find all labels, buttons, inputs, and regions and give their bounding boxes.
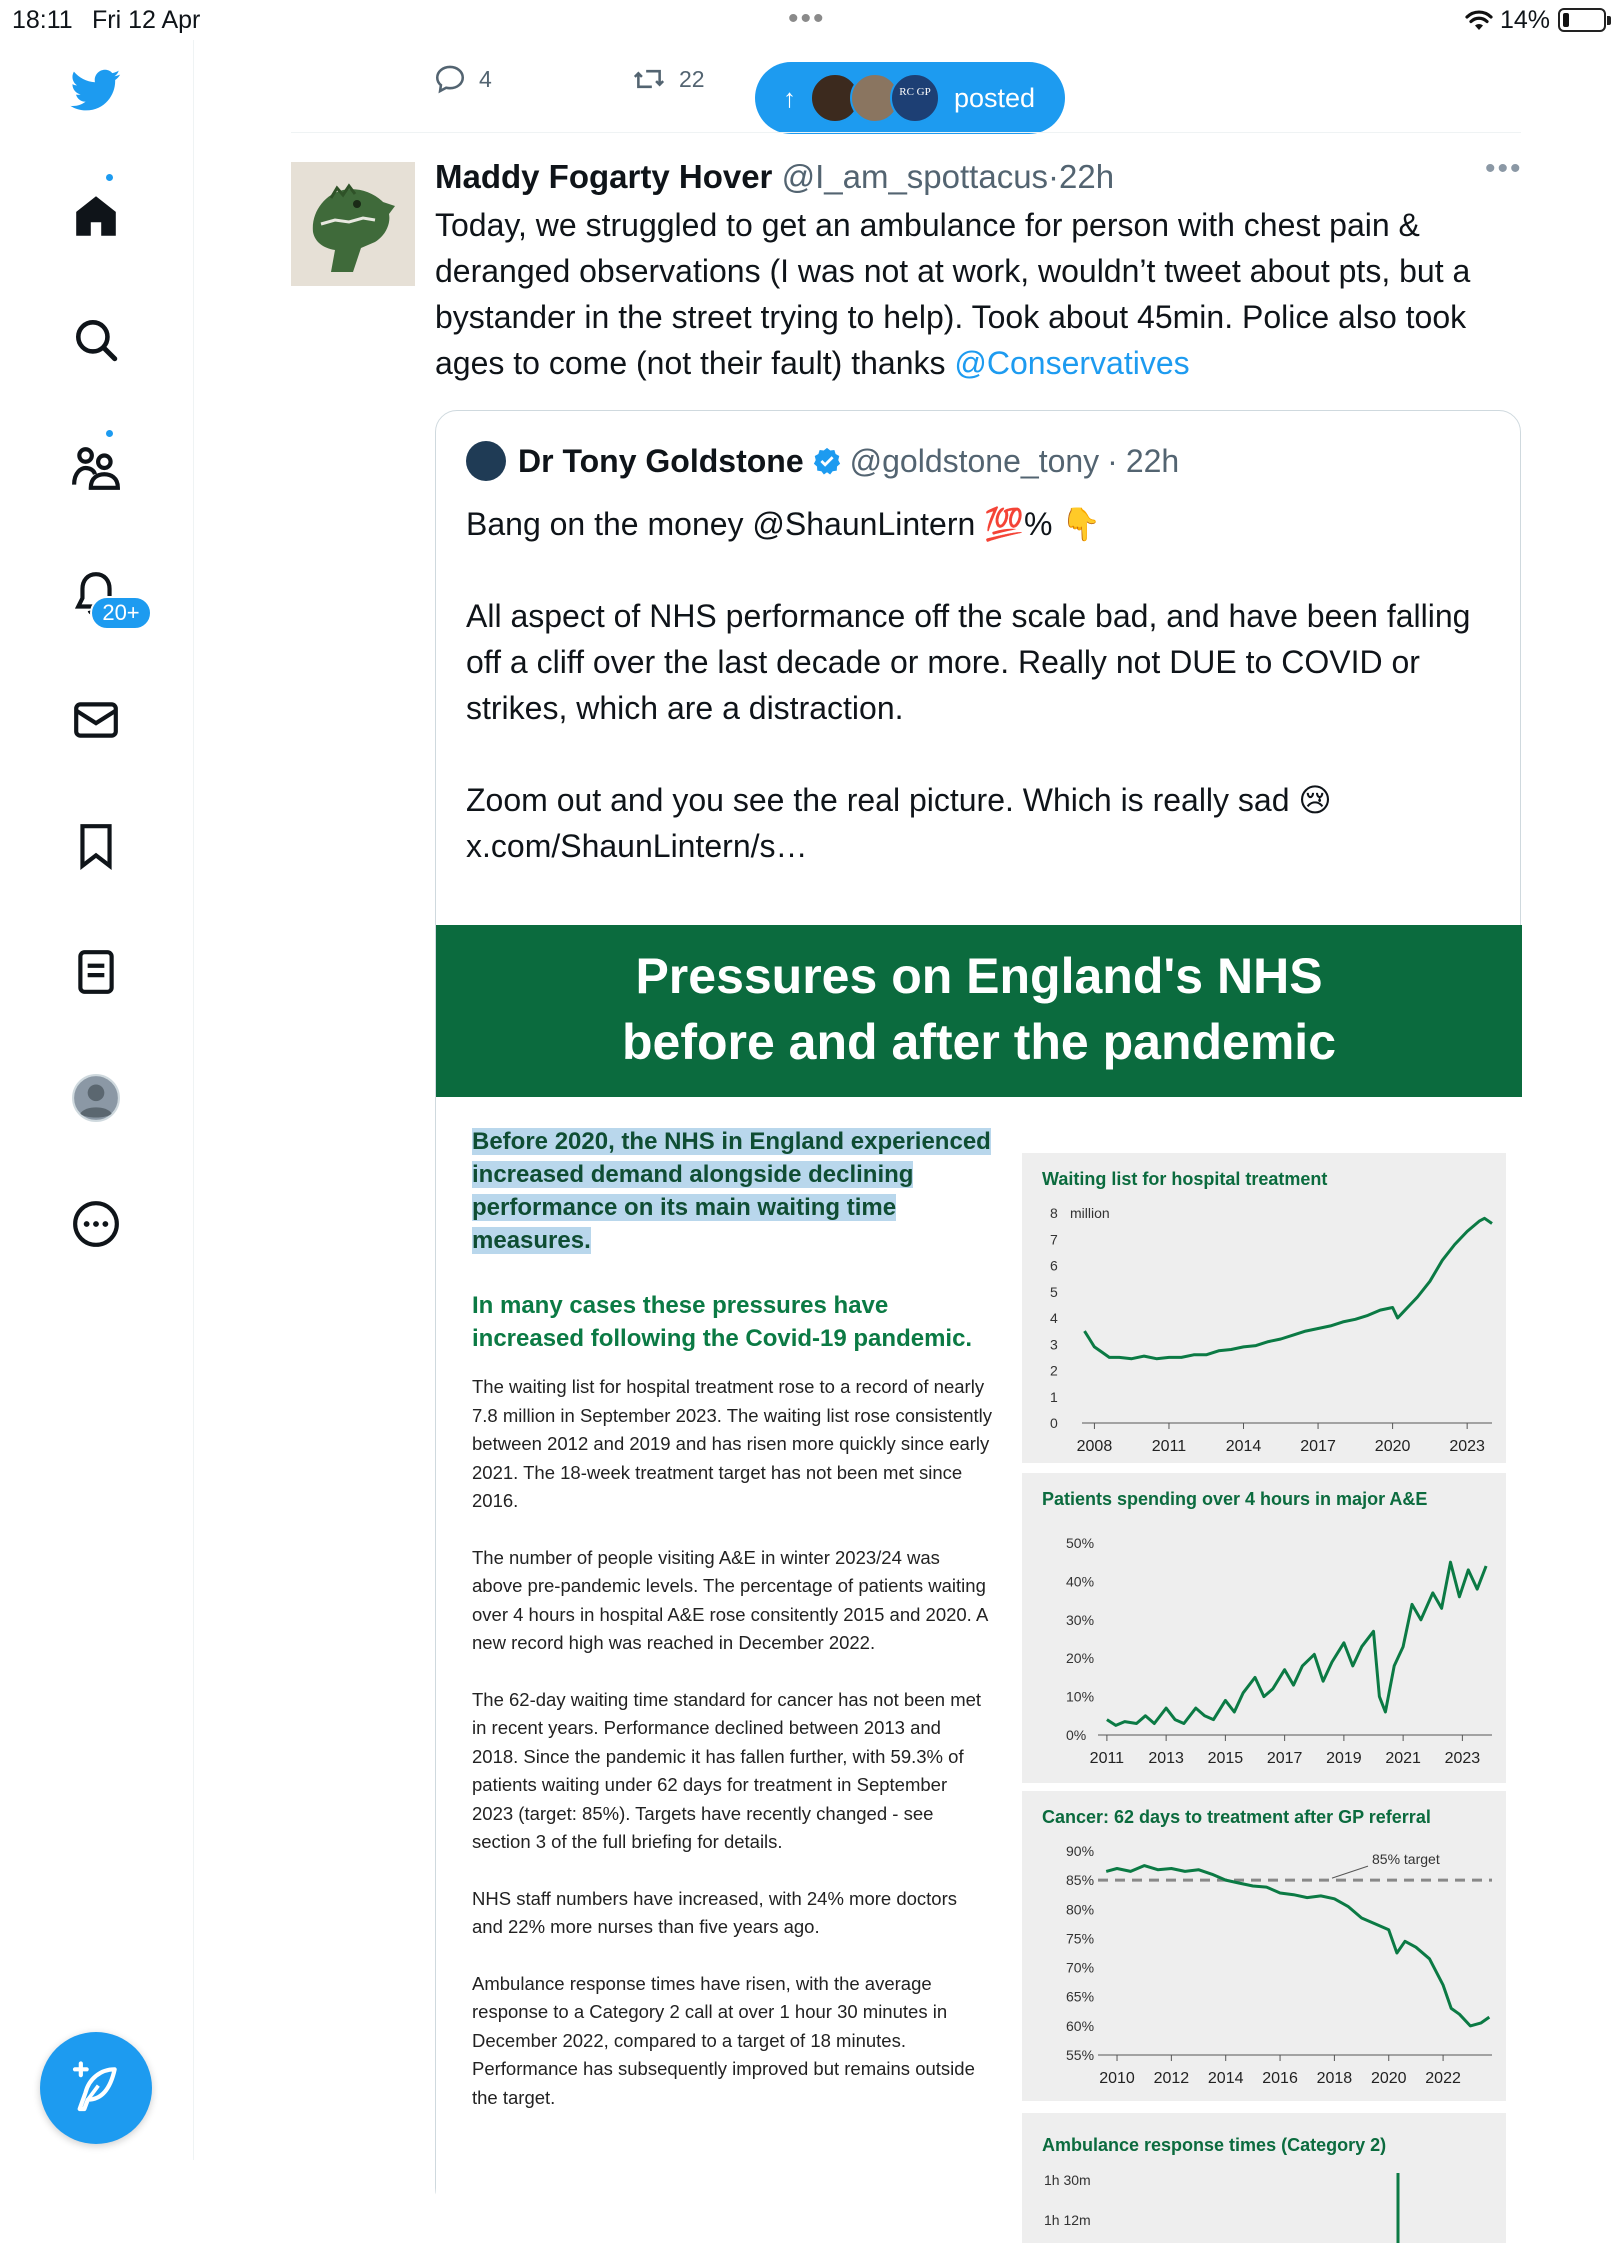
reply-action[interactable] — [433, 62, 492, 96]
quoted-paragraph: All aspect of NHS performance off the scale bad, and have been falling off a cliff over the last decade or more. Really not DUE to COVID or strikes, which are a distraction. — [466, 598, 1471, 726]
user-avatar-icon — [71, 1073, 121, 1123]
bookmark-icon — [71, 821, 121, 871]
y-tick-label: 90% — [1066, 1843, 1095, 1859]
tweet-text — [435, 202, 1495, 386]
y-tick-label: 70% — [1066, 1959, 1095, 1976]
author-name[interactable]: Maddy Fogarty Hover — [435, 158, 773, 195]
house-icon — [71, 191, 121, 241]
battery-percent: 14% — [1500, 6, 1551, 34]
y-tick-label: 7 — [1050, 1231, 1058, 1248]
chart-panel-waiting-list — [1022, 1153, 1506, 1463]
ellipsis-circle-icon — [71, 1199, 121, 1249]
author-avatar[interactable] — [291, 162, 415, 286]
x-tick-label: 2011 — [1151, 1438, 1187, 1455]
battery-icon — [1558, 8, 1606, 32]
x-tick-label: 2020 — [1370, 2070, 1407, 2087]
x-tick-label: 2023 — [1449, 1438, 1485, 1455]
header-separator: · — [1048, 158, 1060, 195]
infographic-paragraph: The 62-day waiting time standard for cancer has not been met in recent years. Performance declined between 2013 and 2018. Since the pandemic it has fallen further, with 59.3% of patients waiting under 62 days for treatment in September 2023 (target: 85%). Targets have recently changed - see section 3 of the full briefing for details. — [472, 1688, 982, 1852]
author-handle[interactable]: @I_am_spottacus — [781, 158, 1049, 195]
magnifier-icon — [71, 315, 121, 365]
y-tick-label: 0 — [1050, 1415, 1058, 1431]
chart-panel-ae — [1022, 1473, 1506, 1783]
timeline — [195, 40, 1620, 2228]
infographic-text-column — [472, 1125, 992, 2112]
reply-count: 4 — [479, 65, 492, 92]
lists-icon[interactable] — [68, 944, 124, 1000]
y-tick-label: 55% — [1066, 2047, 1095, 2063]
retweet-count: 22 — [679, 65, 705, 92]
chart-ae-4-hours — [1022, 1473, 1506, 1783]
quoted-author-name[interactable]: Dr Tony Goldstone — [518, 442, 804, 479]
home-unread-dot — [104, 172, 115, 183]
more-options-icon[interactable] — [68, 1196, 124, 1252]
search-icon[interactable] — [68, 312, 124, 368]
infographic-subhead: In many cases these pressures have increased following the Covid-19 pandemic. — [472, 1292, 973, 1352]
x-tick-label: 2016 — [1262, 2070, 1298, 2087]
communities-unread-dot — [104, 428, 115, 439]
x-tick-label: 2015 — [1207, 1750, 1244, 1767]
pill-avatar-rcgp: RC GP — [890, 73, 940, 123]
tweet-text-main: Today, we struggled to get an ambulance for person with chest pain & deranged observations (I was not at work, wouldn’t tweet about pts, but a bystander in the street trying to help). Took about 45min. Police also took ages to come (not their fault) thanks — [435, 207, 1471, 381]
tweet-time[interactable]: 22h — [1059, 158, 1115, 195]
y-tick-label: 50% — [1066, 1535, 1095, 1551]
y-tick-label: 60% — [1066, 2017, 1095, 2034]
profile-icon[interactable] — [68, 1070, 124, 1126]
new-posts-pill[interactable] — [755, 62, 1065, 134]
target-annotation: 85% target — [1372, 1851, 1440, 1868]
y-tick-label: 1 — [1050, 1388, 1058, 1405]
highlighted-text: Before 2020, the NHS in England experienced increased demand alongside declining performance on its main waiting time measures. — [472, 1128, 991, 1254]
x-tick-label: 2012 — [1153, 2070, 1190, 2087]
y-tick-label: 75% — [1066, 1930, 1095, 1947]
x-tick-label: 2014 — [1225, 1438, 1262, 1455]
y-axis-unit-label: million — [1070, 1205, 1110, 1221]
y-tick-label: 20% — [1066, 1650, 1095, 1667]
x-tick-label: 2010 — [1099, 2070, 1135, 2087]
previous-tweet-actions — [195, 40, 1495, 132]
data-series-line — [1106, 1866, 1489, 2026]
x-tick-label: 2023 — [1444, 1750, 1481, 1767]
quoted-header-separator: · — [1107, 442, 1118, 479]
y-tick-label: 65% — [1066, 1988, 1095, 2005]
infographic-title — [436, 925, 1522, 1097]
verified-badge-icon — [812, 446, 842, 476]
chart-waiting-list — [1022, 1153, 1506, 1463]
y-tick-label: 85% — [1066, 1872, 1095, 1889]
y-tick-label: 2 — [1050, 1362, 1058, 1379]
people-icon — [71, 443, 121, 493]
quoted-tweet-header — [466, 441, 1179, 481]
chart-title: Waiting list for hospital treatment — [1042, 1169, 1328, 1189]
multitasking-dots-icon[interactable]: ••• — [788, 2, 826, 35]
status-time: 18:11 — [12, 6, 73, 34]
y-tick-label: 3 — [1050, 1336, 1058, 1353]
x-tick-label: 2022 — [1425, 2070, 1461, 2087]
x-tick-label: 2017 — [1300, 1438, 1336, 1455]
y-tick-label: 5 — [1050, 1283, 1058, 1300]
infographic-paragraph: NHS staff numbers have increased, with 24% more doctors and 22% more nurses than five years ago. — [472, 1887, 957, 1937]
tweet-mention-link[interactable]: @Conservatives — [954, 345, 1190, 381]
y-tick-label: 10% — [1066, 1688, 1095, 1705]
infographic-highlight — [472, 1125, 992, 1257]
y-tick-label: 8 — [1050, 1205, 1058, 1221]
pill-avatars — [810, 73, 940, 123]
data-series-line — [1107, 1562, 1486, 1725]
quoted-paragraph — [466, 777, 1476, 869]
y-tick-label: 4 — [1050, 1310, 1058, 1326]
x-tick-label: 2017 — [1266, 1750, 1303, 1767]
x-tick-label: 2020 — [1374, 1438, 1411, 1455]
infographic-paragraph: The number of people visiting A&E in winter 2023/24 was above pre-pandemic levels. The percentage of patients waiting over 4 hours in hospital A&E rose consitently 2015 and 2020. A new record high was reached in December 2022. — [472, 1546, 988, 1653]
y-tick-label: 1h 30m — [1044, 2172, 1091, 2188]
bird-icon — [71, 65, 121, 115]
envelope-icon — [71, 695, 121, 745]
quoted-tweet[interactable] — [435, 410, 1521, 2228]
y-tick-label: 0% — [1066, 1727, 1087, 1743]
communities-icon[interactable] — [68, 440, 124, 496]
data-series-line — [1085, 1218, 1493, 1358]
status-bar — [0, 0, 1620, 40]
quoted-tweet-text — [466, 501, 1476, 869]
posted-label: posted — [954, 82, 1036, 113]
chart-panel-cancer — [1022, 1791, 1506, 2101]
annotation-leader — [1332, 1866, 1368, 1878]
chart-panel-ambulance — [1022, 2113, 1506, 2243]
tweet-header — [435, 158, 1114, 196]
quoted-paragraph: Bang on the money @ShaunLintern 💯% 👇 — [466, 506, 1102, 542]
home-icon[interactable] — [68, 188, 124, 244]
y-tick-label: 80% — [1066, 1901, 1095, 1918]
chart-ambulance — [1022, 2113, 1506, 2243]
attached-image[interactable] — [436, 925, 1522, 2228]
chart-title: Patients spending over 4 hours in major A&E — [1042, 1489, 1428, 1509]
y-tick-label: 6 — [1050, 1257, 1058, 1274]
infographic-title-line: before and after the pandemic — [621, 1014, 1337, 1070]
twitter-logo-icon[interactable] — [68, 62, 124, 118]
x-tick-label: 2014 — [1207, 2070, 1244, 2087]
notifications-badge: 20+ — [90, 596, 152, 630]
x-tick-label: 2013 — [1148, 1750, 1184, 1767]
arrow-up-icon: ↑ — [783, 82, 796, 113]
quoted-link[interactable]: x.com/ShaunLintern/s… — [466, 828, 808, 864]
quoted-paragraph-text: Zoom out and you see the real picture. Which is really sad 😢 — [466, 782, 1332, 818]
infographic-paragraph: Ambulance response times have risen, with the average response to a Category 2 call at over 1 hour 30 minutes in December 2022, compared to a target of 18 minutes. Performance has subsequently improved but remains outside the target. — [472, 1972, 975, 2108]
quoted-tweet-time[interactable]: 22h — [1125, 442, 1180, 479]
more-menu-icon[interactable]: ••• — [1485, 152, 1523, 185]
status-date: Fri 12 Apr — [92, 6, 201, 34]
y-tick-label: 40% — [1066, 1573, 1095, 1590]
wifi-icon — [1464, 6, 1494, 32]
x-tick-label: 2018 — [1316, 2070, 1353, 2087]
compose-tweet-button[interactable] — [40, 2032, 152, 2144]
sidebar-nav — [0, 40, 194, 2160]
x-tick-label: 2019 — [1326, 1750, 1362, 1767]
chart-cancer-62-days — [1022, 1791, 1506, 2101]
quoted-author-handle[interactable]: @goldstone_tony — [849, 442, 1100, 479]
x-tick-label: 2008 — [1076, 1438, 1113, 1455]
infographic-title-line: Pressures on England's NHS — [635, 948, 1323, 1004]
x-tick-label: 2021 — [1385, 1750, 1421, 1767]
chart-title: Ambulance response times (Category 2) — [1042, 2135, 1387, 2155]
quoted-author-avatar[interactable] — [466, 441, 506, 481]
x-tick-label: 2011 — [1089, 1750, 1125, 1767]
infographic-paragraph: The waiting list for hospital treatment rose to a record of nearly 7.8 million in September 2023. The waiting list rose consistently between 2012 and 2019 and has risen more quickly since early 2021. The 18-week treatment target has not been met since 2016. — [472, 1376, 992, 1511]
bookmarks-icon[interactable] — [68, 818, 124, 874]
y-tick-label: 1h 12m — [1044, 2212, 1091, 2228]
retweet-icon — [631, 62, 667, 96]
document-list-icon — [71, 947, 121, 997]
dinosaur-avatar-icon — [291, 162, 415, 286]
y-tick-label: 30% — [1066, 1611, 1095, 1628]
retweet-action[interactable] — [631, 62, 705, 96]
messages-icon[interactable] — [68, 692, 124, 748]
tweet-divider — [291, 132, 1521, 133]
chart-title: Cancer: 62 days to treatment after GP referral — [1042, 1807, 1431, 1827]
reply-bubble-icon — [433, 62, 467, 96]
feather-plus-icon — [68, 2060, 124, 2116]
